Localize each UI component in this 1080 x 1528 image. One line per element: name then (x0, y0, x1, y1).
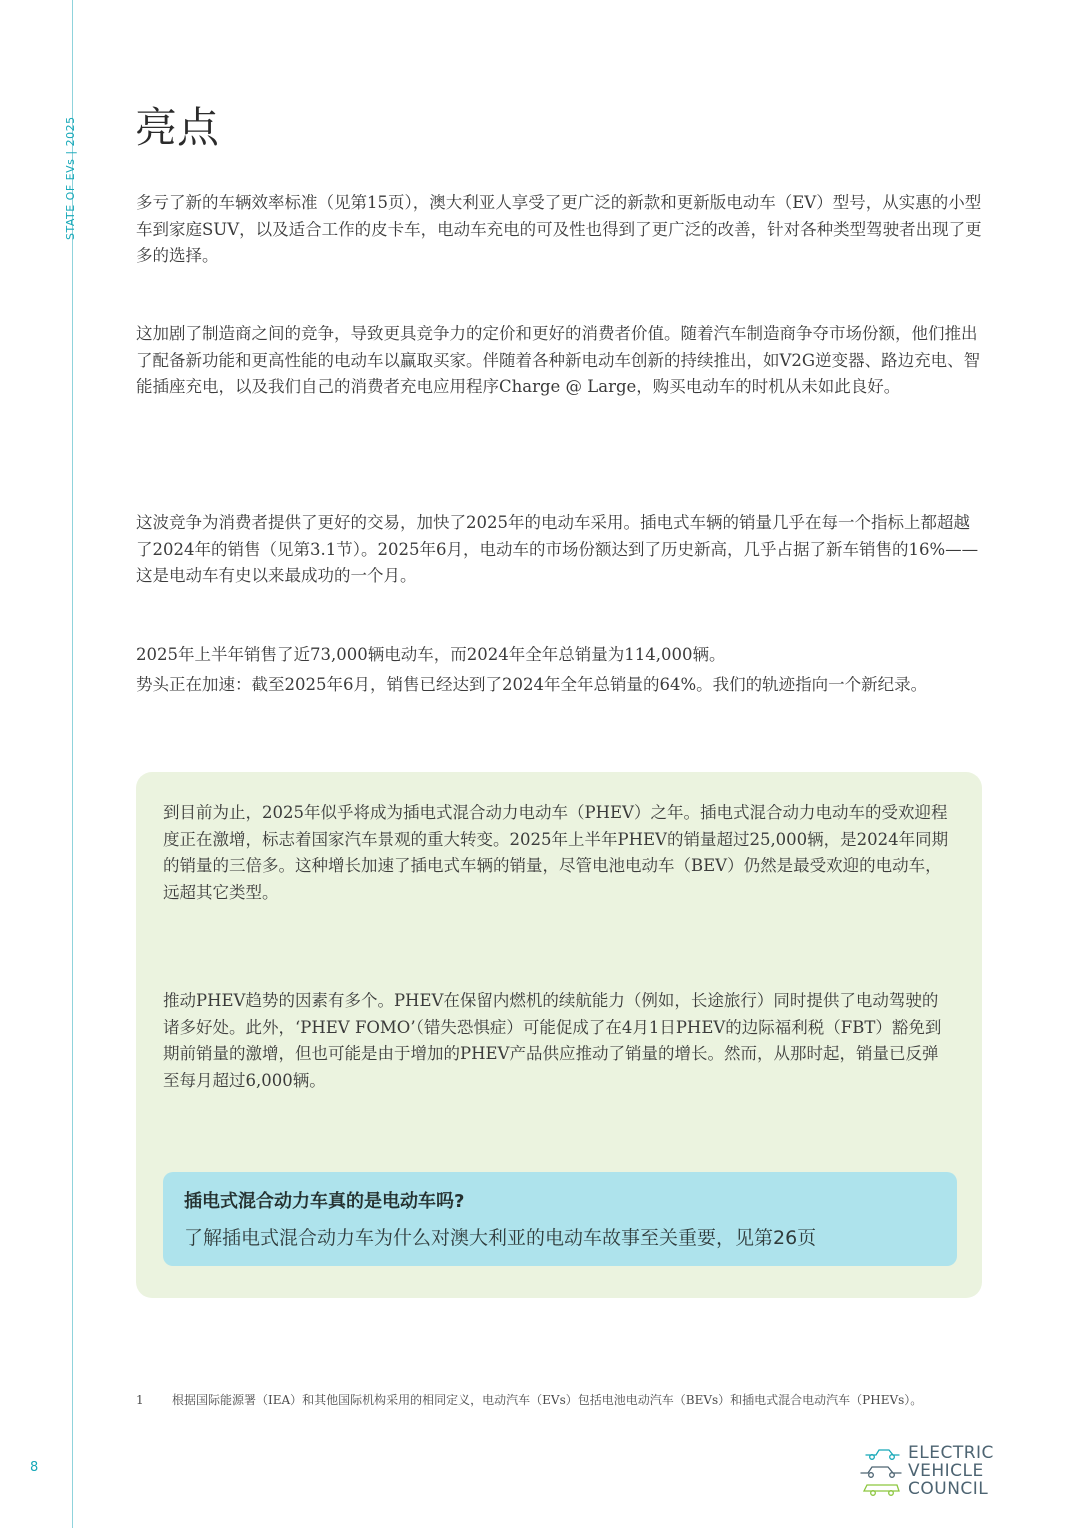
report-running-header: STATE OF EVs | 2025 (64, 116, 77, 240)
callout-text: 了解插电式混合动力车为什么对澳大利亚的电动车故事至关重要，见第26页 (184, 1227, 817, 1249)
ev-council-logo-icon (858, 1444, 906, 1498)
phev-year-paragraph: 到目前为止，2025年似乎将成为插电式混合动力电动车（PHEV）之年。插电式混合动力电动车的受欢迎程度正在激增，标志着国家汽车景观的重大转变。2025年上半年PHEV的销量超过25,000辆，是2024年同期的销量的三倍多。这种增长加速了插电式车辆的销量，尽管电池电动车（BEV）仍然是最受欢迎的电动车，远超其它类型。 (163, 803, 949, 902)
logo-word-vehicle: VEHICLE (908, 1461, 984, 1481)
callout-title: 插电式混合动力车真的是电动车吗? (184, 1191, 465, 1212)
sales-stats-line-2: 势头正在加速：截至2025年6月，销售已经达到了2024年全年总销量的64%。我们的轨迹指向一个新纪录。 (136, 675, 928, 694)
electric-vehicle-council-logo (858, 1443, 994, 1499)
phev-highlight-box (136, 772, 982, 1298)
page-number: 8 (30, 1460, 39, 1475)
sales-stats (136, 640, 982, 700)
phev-callout[interactable] (163, 1172, 957, 1266)
competition-paragraph: 这加剧了制造商之间的竞争，导致更具竞争力的定价和更好的消费者价值。随着汽车制造商争夺市场份额，他们推出了配备新功能和更高性能的电动车以赢取买家。伴随着各种新电动车创新的持续推出，如V2G逆变器、路边充电、智能插座充电，以及我们自己的消费者充电应用程序Charge @ Large，购买电动车的时机从未如此良好。 (136, 324, 981, 396)
footnote-text: 根据国际能源署（IEA）和其他国际机构采用的相同定义，电动汽车（EVs）包括电池电动汽车（BEVs）和插电式混合电动汽车（PHEVs）。 (172, 1393, 923, 1407)
logo-word-council: COUNCIL (908, 1479, 989, 1499)
logo-word-electric: ELECTRIC (908, 1443, 994, 1463)
sales-stats-line-1: 2025年上半年销售了近73,000辆电动车，而2024年全年总销量为114,000辆。 (136, 645, 726, 664)
page-title: 亮点 (135, 103, 220, 152)
adoption-paragraph: 这波竞争为消费者提供了更好的交易，加快了2025年的电动车采用。插电式车辆的销量几乎在每一个指标上都超越了2024年的销售（见第3.1节）。2025年6月，电动车的市场份额达到了历史新高，几乎占据了新车销售的16%——这是电动车有史以来最成功的一个月。 (136, 513, 979, 585)
intro-paragraph: 多亏了新的车辆效率标准（见第15页），澳大利亚人享受了更广泛的新款和更新版电动车（EV）型号，从实惠的小型车到家庭SUV，以及适合工作的皮卡车，电动车充电的可及性也得到了更广泛的改善，针对各种类型驾驶者出现了更多的选择。 (136, 193, 982, 265)
phev-drivers-paragraph: 推动PHEV趋势的因素有多个。PHEV在保留内燃机的续航能力（例如，长途旅行）同时提供了电动驾驶的诸多好处。此外，‘PHEV FOMO’（错失恐惧症）可能促成了在4月1日PHEV的边际福利税（FBT）豁免到期前销量的激增，但也可能是由于增加的PHEV产品供应推动了销量的增长。然而，从那时起，销量已反弹至每月超过6,000辆。 (163, 991, 942, 1090)
footnote-number: 1 (136, 1393, 144, 1407)
